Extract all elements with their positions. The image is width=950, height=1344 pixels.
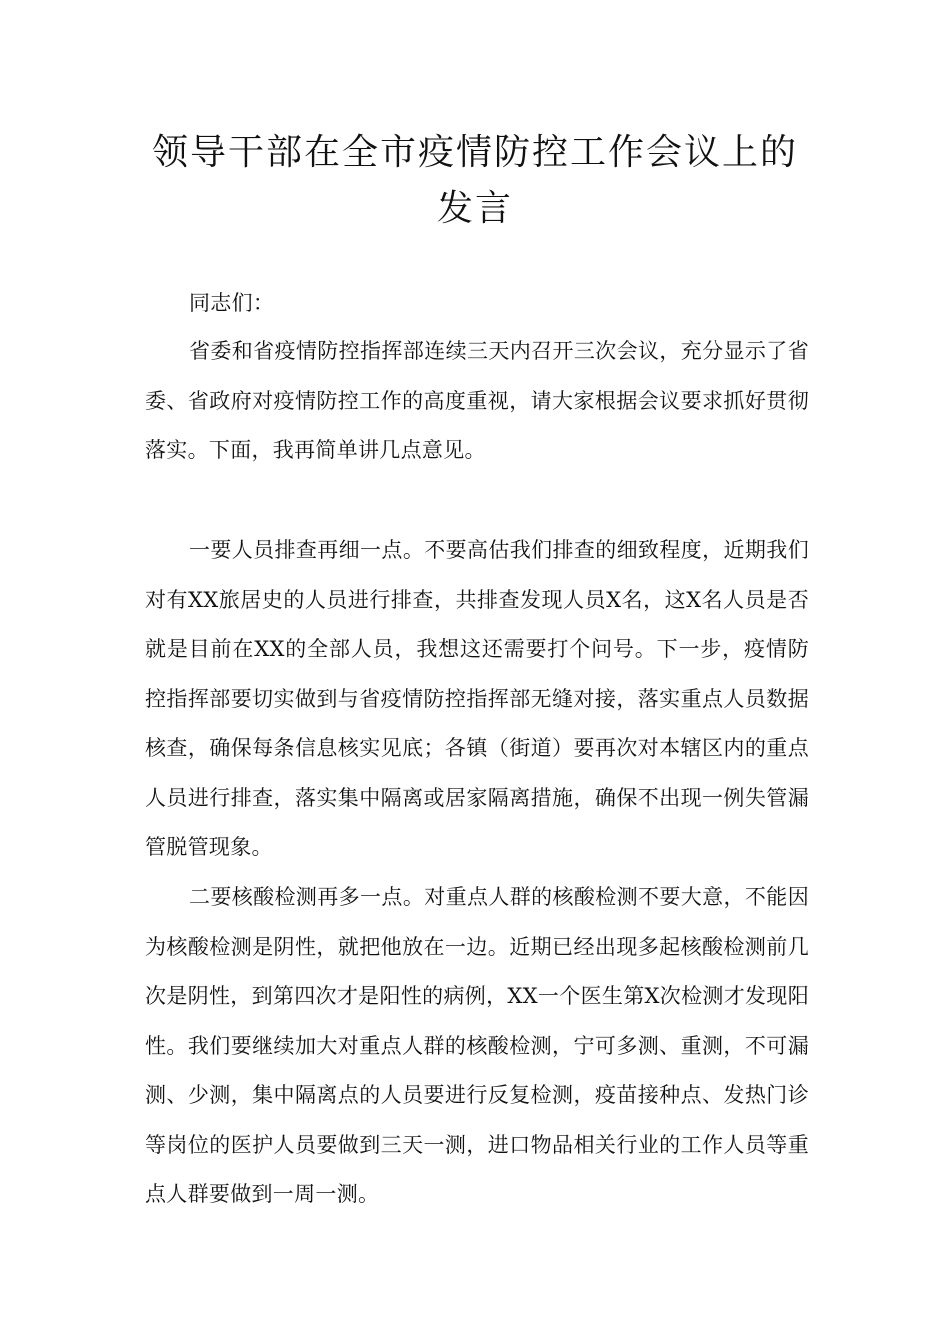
greeting-text: 同志们： <box>189 291 275 315</box>
title-line-1: 领导干部在全市疫情防控工作会议上的 <box>151 132 798 173</box>
title-line-2: 发言 <box>436 188 513 229</box>
paragraph-point-one: 一要人员排查再细一点。不要高估我们排查的细致程度，近期我们对有XX旅居史的人员进行排查，共排查发现人员X名，这X名人员是否就是目前在XX的全部人员，我想这还需要打个问号。下一步，疫情防控指挥部要切实做到与省疫情防控指挥部无缝对接，落实重点人员数据核查，确保每条信息核实见底；各镇（街道）要再次对本辖区内的重点人员进行排查，落实集中隔离或居家隔离措施，确保不出现一例失管漏管脱管现象。 <box>145 538 809 859</box>
paragraph-intro: 省委和省疫情防控指挥部连续三天内召开三次会议，充分显示了省委、省政府对疫情防控工作的高度重视，请大家根据会议要求抓好贯彻落实。下面，我再简单讲几点意见。 <box>145 339 809 462</box>
document-title <box>120 125 830 237</box>
paragraph-point-two: 二要核酸检测再多一点。对重点人群的核酸检测不要大意，不能因为核酸检测是阴性，就把他放在一边。近期已经出现多起核酸检测前几次是阴性，到第四次才是阳性的病例，XX一个医生第X次检测才发现阳性。我们要继续加大对重点人群的核酸检测，宁可多测、重测，不可漏测、少测，集中隔离点的人员要进行反复检测，疫苗接种点、发热门诊等岗位的医护人员要做到三天一测，进口物品相关行业的工作人员等重点人群要做到一周一测。 <box>145 885 809 1206</box>
